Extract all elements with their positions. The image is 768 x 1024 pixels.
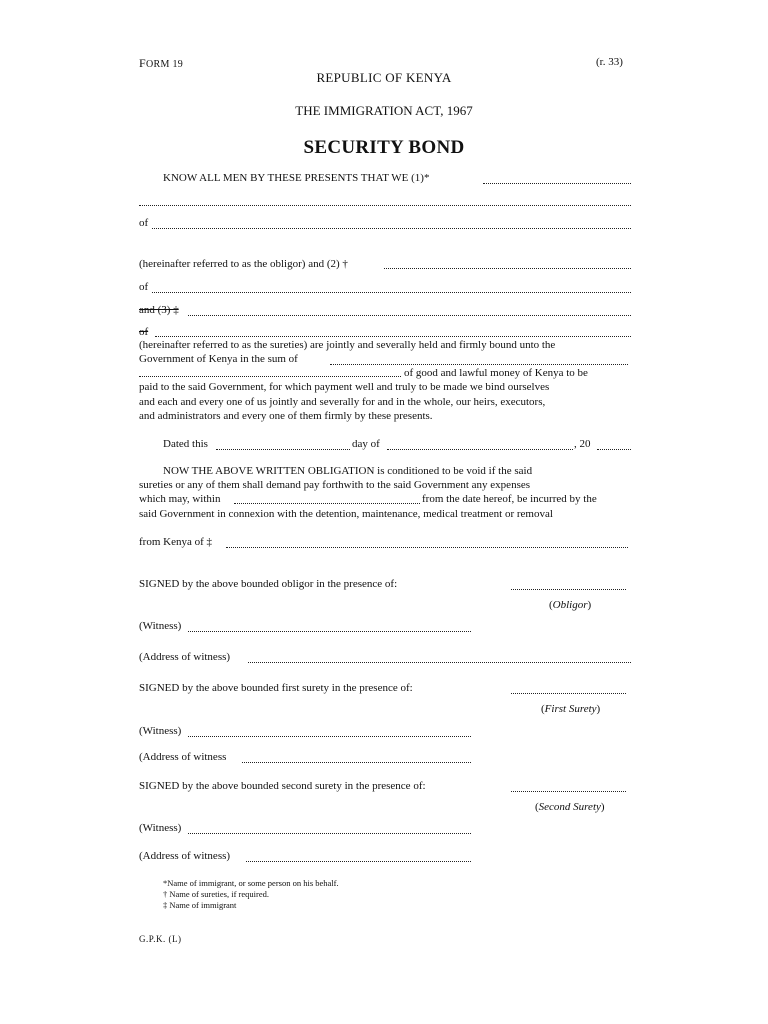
address-witness-label-2: (Address of witness	[139, 751, 227, 763]
country-heading: REPUBLIC OF KENYA	[316, 70, 452, 85]
obligor-name-field-cont[interactable]	[139, 205, 631, 206]
obligor-signed-text: SIGNED by the above bounded obligor in the presence of:	[139, 578, 398, 590]
footnote-2: † Name of sureties, if required.	[163, 889, 269, 899]
surety-address-field[interactable]	[152, 292, 631, 293]
of-label: of	[139, 217, 149, 229]
payment-line-3: and administrators and every one of them firmly by these presents.	[139, 410, 433, 422]
dated-this-label: Dated this	[163, 438, 208, 450]
of-label-2: of	[139, 281, 149, 293]
second-surety-signature-field[interactable]	[511, 791, 626, 792]
address-witness-label-1: (Address of witness)	[139, 651, 231, 663]
and-3-text: and (3) ‡	[139, 304, 179, 316]
footnote-1: *Name of immigrant, or some person on his behalf.	[163, 878, 339, 888]
payment-line-1: paid to the said Government, for which payment well and truly to be made we bind ourselves	[139, 381, 550, 393]
year-field[interactable]	[597, 449, 631, 450]
witness-field-3[interactable]	[188, 833, 471, 834]
sureties-line-2: Government of Kenya in the sum of	[139, 353, 298, 365]
month-field[interactable]	[387, 449, 573, 450]
second-signed-text: SIGNED by the above bounded second surety in the presence of:	[139, 780, 426, 792]
surety-name-field[interactable]	[384, 268, 631, 269]
year-prefix: , 20	[574, 438, 591, 450]
day-field[interactable]	[216, 449, 350, 450]
obligation-line-4: said Government in connexion with the detention, maintenance, medical treatment or removal	[139, 508, 553, 520]
sum-field[interactable]	[330, 364, 628, 365]
of-label-3: of	[139, 326, 149, 338]
obligor-name-field[interactable]	[483, 183, 631, 184]
address-witness-label-3: (Address of witness)	[139, 850, 231, 862]
sum-field-cont[interactable]	[139, 376, 401, 377]
know-all-men-text: KNOW ALL MEN BY THESE PRESENTS THAT WE (1)*	[163, 172, 430, 184]
surety-2-address-field[interactable]	[155, 336, 631, 337]
immigrant-name-field[interactable]	[226, 547, 628, 548]
obligation-line-1: NOW THE ABOVE WRITTEN OBLIGATION is conditioned to be void if the said	[163, 465, 533, 477]
address-witness-field-1[interactable]	[248, 662, 631, 663]
first-surety-label: (First Surety)	[541, 703, 601, 715]
first-signed-text: SIGNED by the above bounded first surety in the presence of:	[139, 682, 413, 694]
rule-reference: (r. 33)	[596, 56, 623, 68]
first-surety-signature-field[interactable]	[511, 693, 626, 694]
obligor-text: (hereinafter referred to as the obligor) and (2) †	[139, 258, 348, 270]
witness-label-2: (Witness)	[139, 725, 182, 737]
from-kenya-label: from Kenya of ‡	[139, 536, 213, 548]
payment-line-2: and each and every one of us jointly and severally for and in the whole, our heirs, executors,	[139, 396, 546, 408]
surety-2-name-field[interactable]	[188, 315, 631, 316]
form-number: FORM 19	[139, 56, 184, 70]
address-witness-field-2[interactable]	[242, 762, 471, 763]
obligation-line-3a: which may, within	[139, 493, 221, 505]
witness-label-1: (Witness)	[139, 620, 182, 632]
obligor-address-field[interactable]	[152, 228, 631, 229]
obligation-line-3b: from the date hereof, be incurred by the	[422, 493, 597, 505]
obligation-line-2: sureties or any of them shall demand pay forthwith to the said Government any expenses	[139, 479, 531, 491]
period-field[interactable]	[234, 503, 420, 504]
footnote-3: ‡ Name of immigrant	[163, 900, 237, 910]
act-heading: THE IMMIGRATION ACT, 1967	[295, 103, 473, 118]
printer-mark: G.P.K. (L)	[139, 934, 182, 944]
witness-field-1[interactable]	[188, 631, 471, 632]
witness-field-2[interactable]	[188, 736, 471, 737]
page-title: SECURITY BOND	[303, 137, 465, 158]
day-of-label: day of	[352, 438, 380, 450]
money-line: of good and lawful money of Kenya to be	[404, 367, 588, 379]
obligor-label: (Obligor)	[549, 599, 592, 611]
obligor-signature-field[interactable]	[511, 589, 626, 590]
second-surety-label: (Second Surety)	[535, 801, 605, 813]
address-witness-field-3[interactable]	[246, 861, 471, 862]
witness-label-3: (Witness)	[139, 822, 182, 834]
sureties-line-1: (hereinafter referred to as the sureties) are jointly and severally held and firmly bound unto the	[139, 339, 556, 351]
